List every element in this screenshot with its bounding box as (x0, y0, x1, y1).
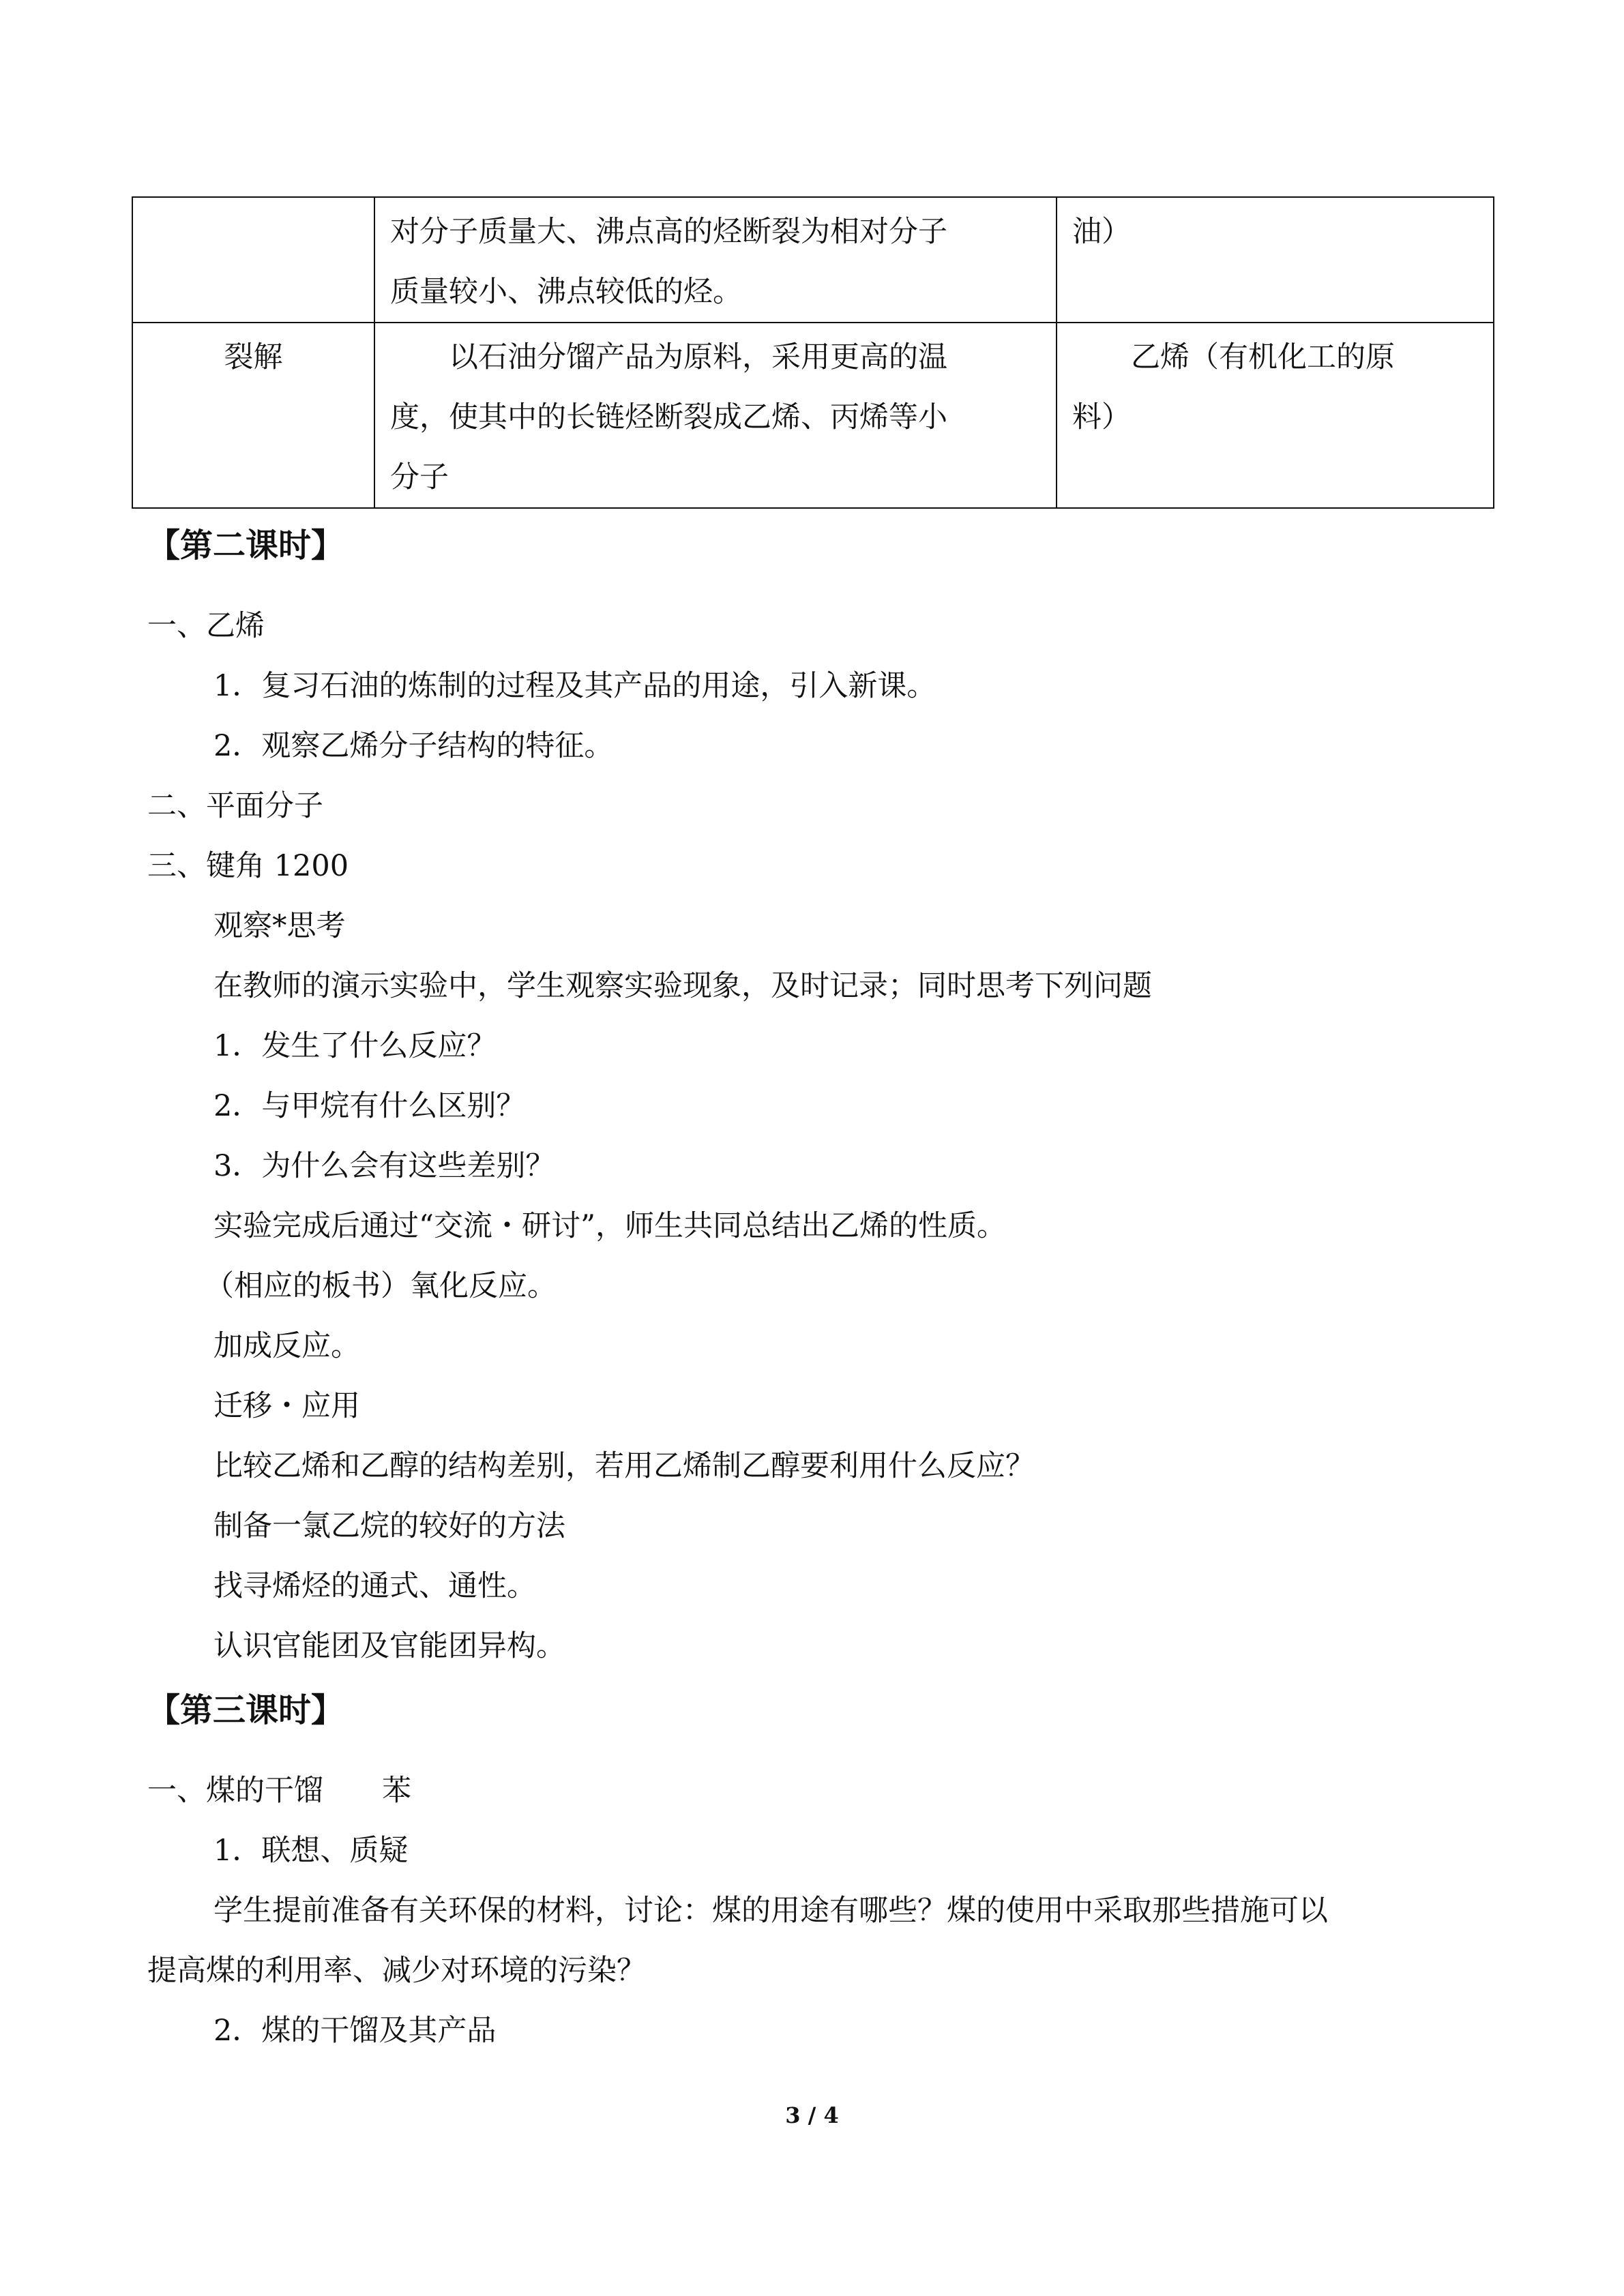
paragraph: （相应的板书）氧化反应。 (205, 1269, 557, 1303)
table-cell-method: 裂解 (132, 323, 374, 508)
section-title: 二、平面分子 (147, 789, 323, 823)
paragraph: 提高煤的利用率、减少对环境的污染？ (147, 1954, 646, 1988)
table-cell-description (374, 197, 1057, 323)
paragraph: 认识官能团及官能团异构。 (213, 1629, 565, 1663)
paragraph: 加成反应。 (213, 1329, 360, 1363)
refining-methods-table (132, 196, 1494, 509)
list-item: 3．为什么会有这些差别？ (213, 1149, 555, 1183)
cell-line: 油） (1072, 215, 1131, 249)
cell-line: 料） (1072, 400, 1131, 434)
cell-line: 以石油分馏产品为原料，采用更高的温 (449, 340, 947, 374)
table-cell-product (1057, 323, 1494, 508)
list-item: 1．联想、质疑 (213, 1834, 409, 1868)
cell-line: 质量较小、沸点较低的烃。 (390, 275, 742, 309)
list-item: 2．观察乙烯分子结构的特征。 (213, 729, 614, 763)
paragraph: 在教师的演示实验中，学生观察实验现象，及时记录；同时思考下列问题 (213, 969, 1152, 1003)
section-title: 一、煤的干馏 苯 (147, 1774, 411, 1808)
list-item: 2．煤的干馏及其产品 (213, 2014, 497, 2048)
table-cell-method (132, 197, 374, 323)
paragraph: 学生提前准备有关环保的材料，讨论：煤的用途有哪些？煤的使用中采取那些措施可以 (213, 1894, 1328, 1928)
list-item: 1．复习石油的炼制的过程及其产品的用途，引入新课。 (213, 669, 936, 703)
paragraph: 比较乙烯和乙醇的结构差别，若用乙烯制乙醇要利用什么反应？ (213, 1449, 1035, 1483)
section-title: 一、乙烯 (147, 609, 265, 643)
cell-line: 对分子质量大、沸点高的烃断裂为相对分子 (390, 215, 947, 249)
cell-line: 乙烯（有机化工的原 (1131, 340, 1395, 374)
table-cell-product (1057, 197, 1494, 323)
lesson2-heading: 【第二课时】 (147, 526, 344, 565)
table-row (132, 197, 1494, 323)
paragraph: 观察*思考 (213, 909, 346, 943)
page-number: 3 / 4 (785, 2102, 839, 2128)
paragraph: 迁移・应用 (213, 1389, 360, 1423)
list-item: 2．与甲烷有什么区别？ (213, 1089, 526, 1123)
paragraph: 找寻烯烃的通式、通性。 (213, 1569, 536, 1603)
table-cell-description (374, 323, 1057, 508)
cell-line: 度，使其中的长链烃断裂成乙烯、丙烯等小 (390, 400, 947, 434)
lesson3-heading: 【第三课时】 (147, 1691, 344, 1729)
paragraph: 实验完成后通过“交流・研讨”，师生共同总结出乙烯的性质。 (213, 1209, 1006, 1243)
cell-line: 分子 (390, 460, 449, 494)
paragraph: 制备一氯乙烷的较好的方法 (213, 1509, 565, 1543)
section-title: 三、键角 1200 (147, 849, 349, 883)
table-row (132, 323, 1494, 508)
list-item: 1．发生了什么反应？ (213, 1029, 497, 1063)
